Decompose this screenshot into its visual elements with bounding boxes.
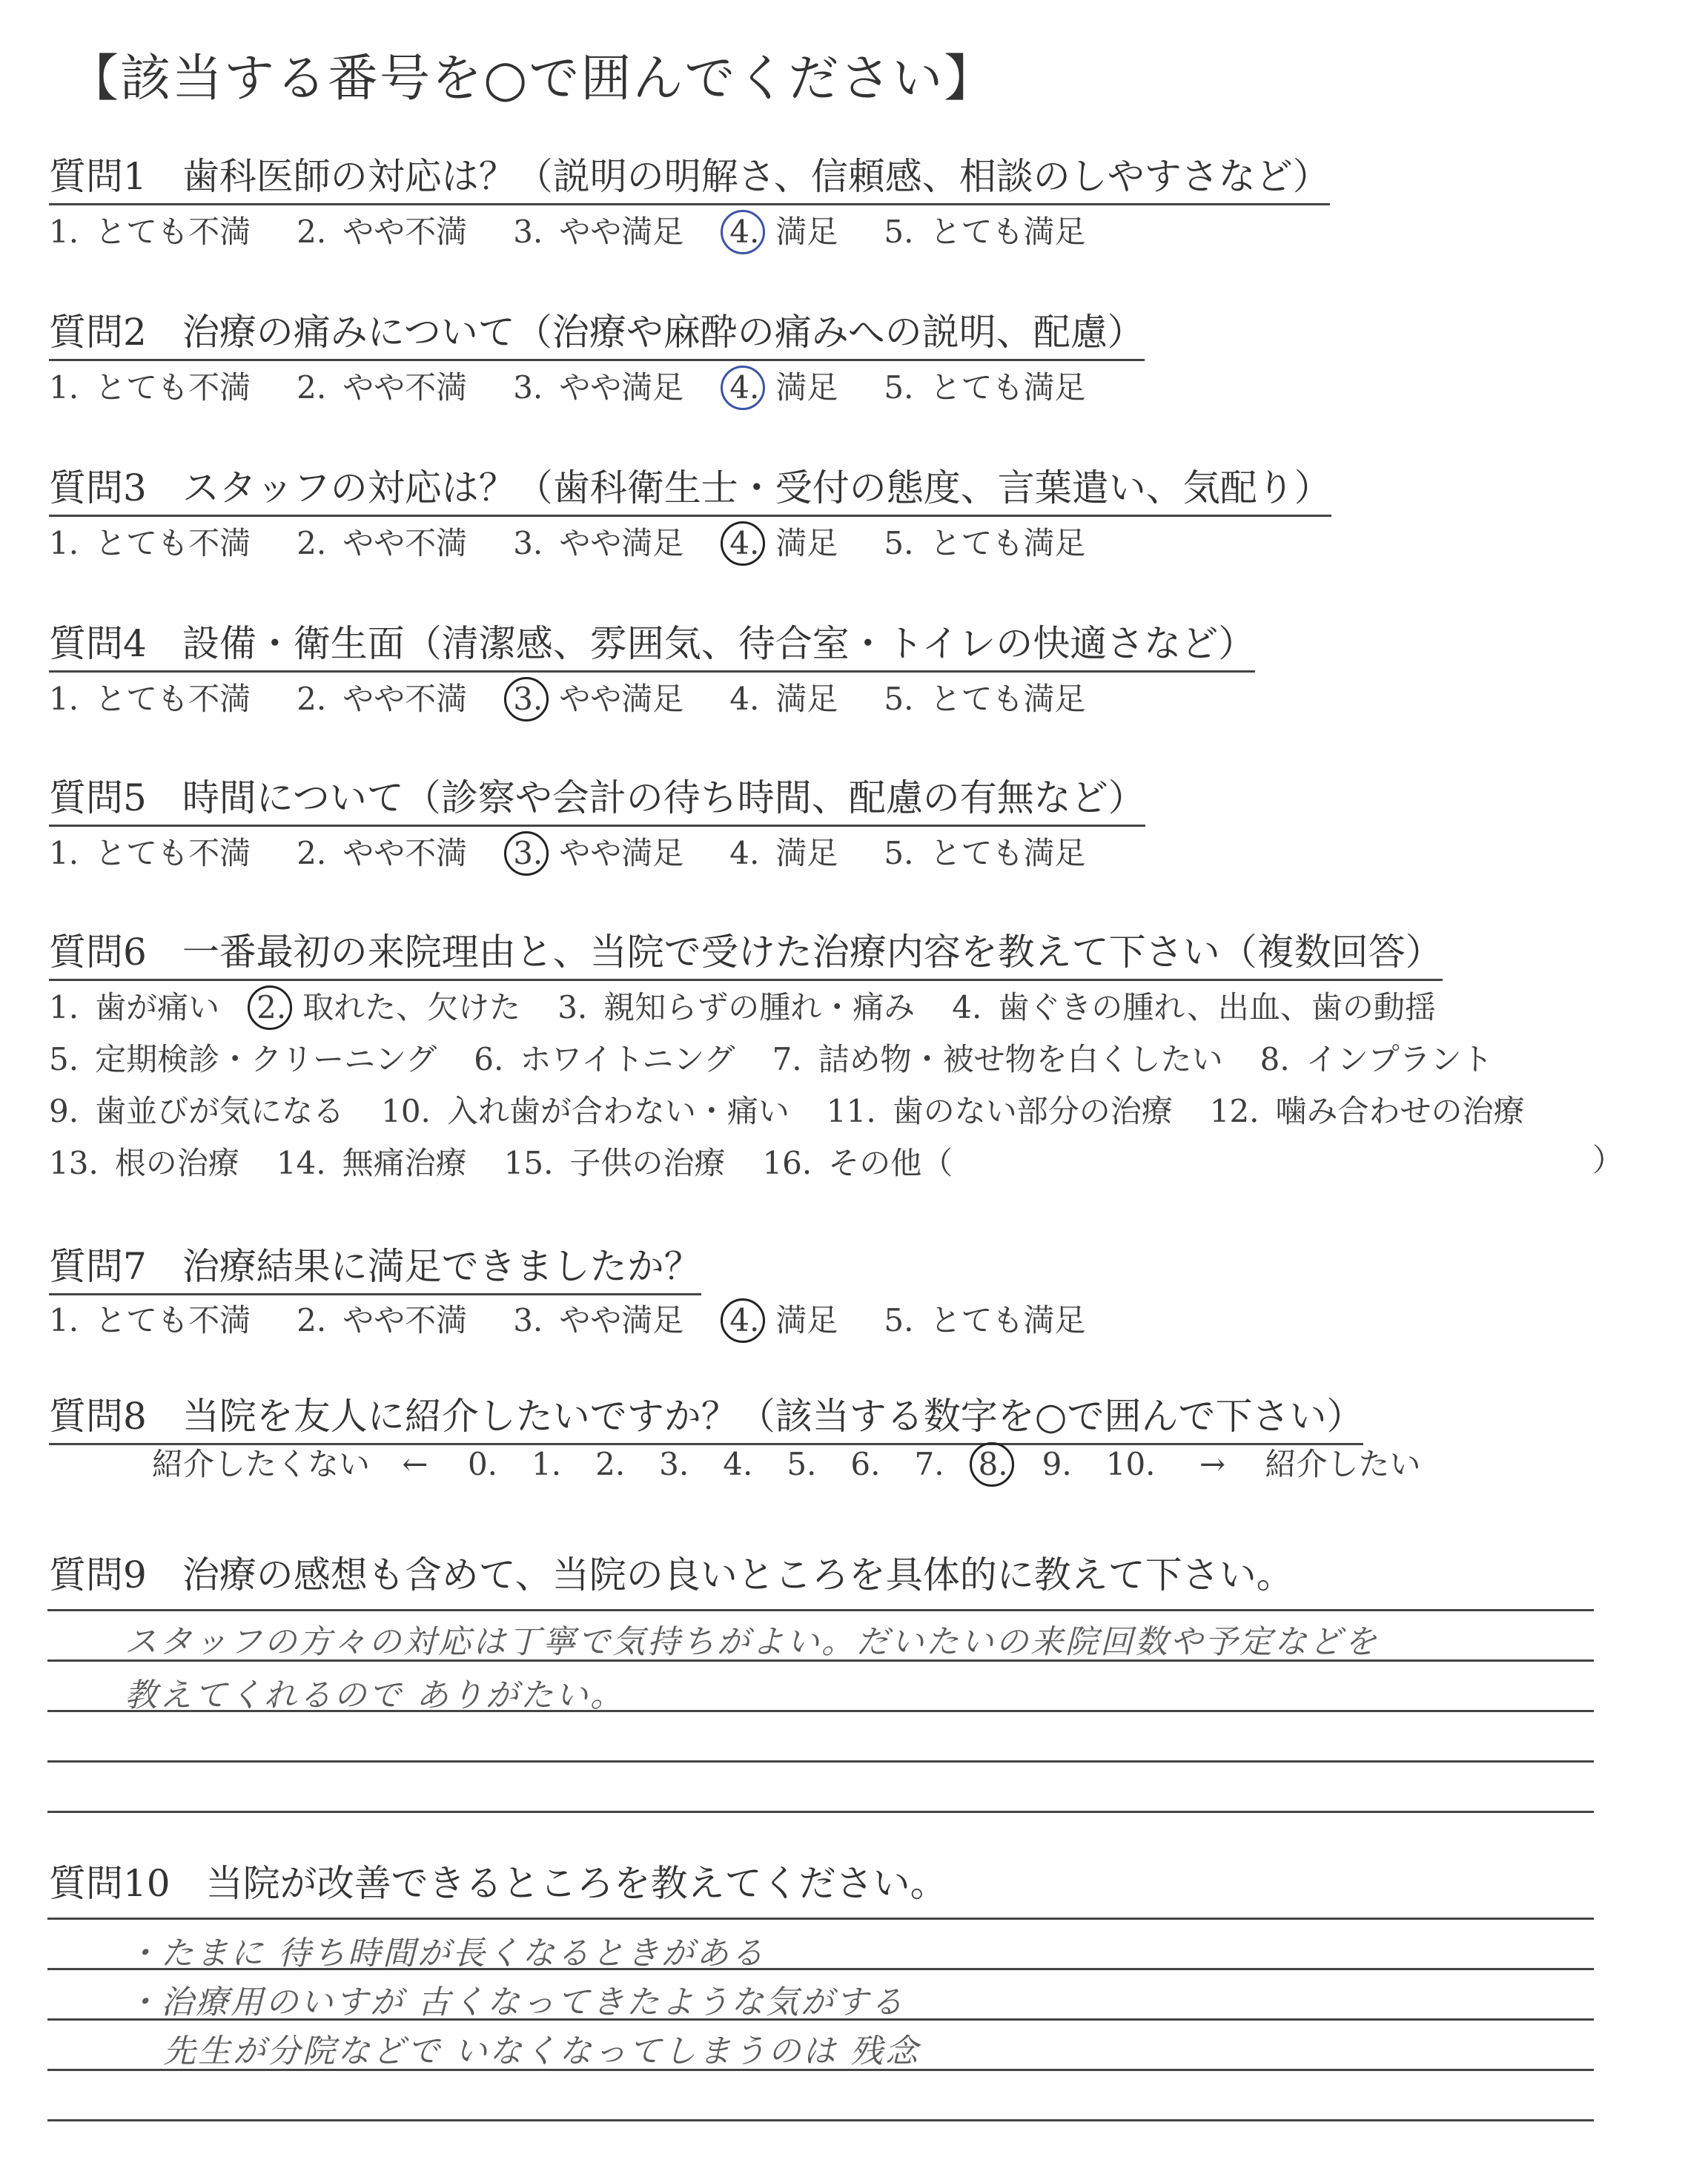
option-2[interactable] (297, 519, 513, 564)
option-label: とても満足 (930, 835, 1086, 871)
option-number: 14. (276, 1145, 326, 1181)
treatment-option-5[interactable] (49, 1035, 474, 1080)
option-label: やや満足 (559, 1302, 684, 1338)
option-2[interactable] (297, 208, 513, 252)
treatment-option-7[interactable] (772, 1035, 1260, 1080)
treatment-option-13[interactable] (49, 1139, 277, 1183)
question-number: 質問10 (49, 1862, 171, 1905)
treatment-option-16[interactable] (762, 1139, 990, 1183)
option-label: 歯ぐきの腫れ、出血、歯の動揺 (998, 989, 1436, 1025)
option-label: 入れ歯が合わない・痛い (446, 1093, 790, 1129)
option-number: 4. (729, 369, 760, 406)
question-8-heading (49, 1387, 1363, 1445)
option-number: 3. (513, 369, 543, 406)
option-number: 15. (503, 1145, 554, 1181)
option-4[interactable] (729, 363, 884, 408)
option-3[interactable] (513, 208, 729, 252)
option-number: 9. (49, 1093, 79, 1129)
question-text: 治療結果に満足できましたか？ (182, 1245, 701, 1288)
question-6-row-4 (49, 1139, 990, 1183)
treatment-option-3[interactable] (557, 983, 952, 1028)
question-number: 質問4 (49, 622, 147, 665)
option-2[interactable] (297, 1296, 513, 1341)
question-text: 当院が改善できるところを教えてください。 (205, 1862, 947, 1905)
question-text: 歯科医師の対応は？（説明の明解さ、信頼感、相談のしやすさなど） (182, 155, 1330, 198)
option-number: 1. (49, 525, 79, 561)
question-text: 当院を友人に紹介したいですか？（該当する数字を○で囲んで下さい） (182, 1395, 1364, 1438)
option-number: 1. (49, 214, 79, 250)
scale-value-5[interactable]: 5. (787, 1446, 817, 1482)
option-number: 2. (297, 835, 327, 871)
option-label: とても不満 (95, 525, 251, 561)
option-number: 3. (513, 214, 543, 250)
option-label: 親知らずの腫れ・痛み (603, 989, 916, 1025)
option-label: とても満足 (930, 681, 1086, 717)
treatment-option-12[interactable] (1210, 1087, 1562, 1132)
option-label: 歯が痛い (95, 989, 220, 1025)
option-5[interactable] (884, 675, 1131, 719)
option-label: とても不満 (95, 214, 251, 250)
option-label: 満足 (775, 835, 838, 871)
option-4[interactable] (729, 675, 884, 719)
option-label: やや満足 (559, 214, 684, 250)
option-4[interactable] (729, 519, 884, 564)
question-text: 一番最初の来院理由と、当院で受けた治療内容を教えて下さい（複数回答） (182, 931, 1443, 974)
option-number: 3. (513, 525, 543, 561)
question-3-heading (49, 458, 1331, 517)
option-label: とても不満 (95, 1302, 251, 1338)
scale-value-4[interactable]: 4. (723, 1446, 753, 1482)
question-9-heading (49, 1545, 1294, 1602)
option-number: 1. (49, 835, 79, 871)
option-number: 1. (49, 989, 79, 1025)
option-label: やや不満 (342, 835, 468, 871)
question-5-options (49, 829, 1131, 873)
option-number: 2. (297, 369, 327, 406)
question-6-row-3 (49, 1087, 1562, 1132)
option-number: 4. (729, 681, 760, 717)
option-label: とても満足 (930, 369, 1086, 406)
question-number: 質問7 (49, 1245, 147, 1288)
option-number: 1. (49, 681, 79, 717)
option-label: その他（ (828, 1145, 953, 1181)
question-5-heading (49, 768, 1145, 827)
option-label: とても不満 (95, 681, 251, 717)
option-label: とても不満 (95, 835, 251, 871)
answer-line (47, 1760, 1594, 1763)
option-number: 5. (884, 525, 914, 561)
question-number: 質問6 (49, 931, 147, 974)
question-number: 質問5 (49, 776, 147, 819)
option-label: 定期検診・クリーニング (95, 1041, 437, 1077)
scale-value-6[interactable]: 6. (850, 1446, 881, 1482)
handwritten-answer: ・治療用のいすが 古くなってきたような気がする (126, 1984, 905, 2021)
option-label: 歯並びが気になる (95, 1093, 345, 1129)
option-label: やや不満 (342, 369, 468, 406)
option-4[interactable] (729, 1296, 884, 1341)
question-1-heading (49, 147, 1330, 205)
option-1[interactable] (49, 829, 297, 873)
option-3[interactable] (513, 675, 729, 719)
option-number: 2. (297, 525, 327, 561)
option-number: 3. (557, 989, 588, 1025)
question-2-heading (49, 303, 1145, 361)
scale-value-9[interactable]: 9. (1042, 1446, 1072, 1482)
scale-value-1[interactable]: 1. (532, 1446, 562, 1482)
page-title: 【該当する番号を○で囲んでください】 (68, 50, 996, 108)
option-label: 満足 (775, 681, 838, 717)
option-number: 8. (1260, 1041, 1290, 1077)
option-number: 6. (474, 1041, 504, 1077)
handwritten-answer: スタッフの方々の対応は丁寧で気持ちがよい。だいたいの来院回数や予定などを (125, 1623, 1379, 1661)
scale-value-7[interactable]: 7. (914, 1446, 944, 1482)
option-3[interactable] (513, 363, 729, 408)
option-number: 12. (1209, 1093, 1260, 1129)
question-1-options (49, 208, 1131, 252)
option-number: 4. (729, 214, 760, 250)
treatment-option-2[interactable] (256, 983, 557, 1028)
recommend-scale (152, 1440, 1420, 1484)
option-number: 4. (729, 835, 760, 871)
option-label: ホワイトニング (520, 1041, 735, 1077)
question-7-options (49, 1296, 1131, 1341)
option-1[interactable] (49, 675, 297, 719)
option-1[interactable] (49, 519, 297, 564)
option-label: とても不満 (95, 369, 251, 406)
option-3[interactable] (513, 1296, 729, 1341)
option-label: 根の治療 (114, 1145, 239, 1181)
option-3[interactable] (513, 519, 729, 564)
treatment-option-10[interactable] (381, 1087, 827, 1132)
option-number: 1. (49, 1302, 79, 1338)
option-number: 10. (381, 1093, 431, 1129)
question-10-heading (49, 1854, 947, 1910)
option-label: やや満足 (559, 835, 684, 871)
option-number: 4. (952, 989, 982, 1025)
option-label: 無痛治療 (342, 1145, 467, 1181)
option-number: 5. (884, 1302, 914, 1338)
treatment-option-14[interactable] (277, 1139, 504, 1183)
question-number: 質問9 (49, 1553, 147, 1596)
option-label: やや不満 (342, 681, 468, 717)
option-label: 満足 (775, 214, 838, 250)
option-label: やや満足 (559, 369, 684, 406)
left-arrow-icon: ← (402, 1446, 428, 1482)
option-3[interactable] (513, 829, 729, 873)
question-6-row-2 (49, 1035, 1530, 1080)
scale-left-label: 紹介したくない (152, 1446, 371, 1482)
option-number: 11. (826, 1093, 876, 1129)
other-close-paren: ） (1592, 1142, 1624, 1178)
option-label: 歯のない部分の治療 (892, 1093, 1173, 1129)
option-5[interactable] (884, 519, 1131, 564)
question-text: 設備・衛生面（清潔感、雰囲気、待合室・トイレの快適さなど） (182, 622, 1256, 665)
option-label: 噛み合わせの治療 (1275, 1093, 1525, 1129)
answer-line (47, 2119, 1594, 2121)
option-label: 満足 (775, 525, 838, 561)
option-5[interactable] (884, 1296, 1131, 1341)
option-4[interactable] (729, 208, 884, 252)
question-text: 治療の痛みについて（治療や麻酔の痛みへの説明、配慮） (182, 311, 1145, 354)
question-7-heading (49, 1237, 701, 1295)
option-number: 2. (297, 214, 327, 250)
question-number: 質問2 (49, 311, 147, 354)
treatment-option-4[interactable] (952, 983, 1473, 1028)
option-number: 3. (513, 1302, 543, 1338)
option-number: 4. (729, 525, 760, 561)
question-3-options (49, 519, 1131, 564)
scale-value-8[interactable]: 8. (978, 1446, 1008, 1482)
option-number: 2. (297, 1302, 327, 1338)
option-number: 4. (729, 1302, 760, 1338)
question-text: 時間について（診察や会計の待ち時間、配慮の有無など） (182, 776, 1145, 819)
option-5[interactable] (884, 363, 1131, 408)
option-1[interactable] (49, 363, 297, 408)
option-number: 5. (884, 681, 914, 717)
option-label: 満足 (775, 369, 838, 406)
option-1[interactable] (49, 208, 297, 252)
question-number: 質問8 (49, 1395, 147, 1438)
treatment-option-11[interactable] (827, 1087, 1210, 1132)
option-2[interactable] (297, 675, 513, 719)
option-number: 13. (49, 1145, 99, 1181)
question-number: 質問3 (49, 466, 147, 509)
question-text: 治療の感想も含めて、当院の良いところを具体的に教えて下さい。 (182, 1553, 1294, 1596)
option-4[interactable] (729, 829, 884, 873)
option-number: 5. (884, 835, 914, 871)
option-label: 子供の治療 (569, 1145, 726, 1181)
handwritten-answer: 教えてくれるので ありがたい。 (125, 1677, 625, 1714)
scale-right-label: 紹介したい (1265, 1446, 1421, 1482)
treatment-option-15[interactable] (504, 1139, 763, 1183)
question-number: 質問1 (49, 155, 147, 198)
answer-line (47, 1918, 1594, 1920)
option-2[interactable] (297, 363, 513, 408)
handwritten-answer: ・たまに 待ち時間が長くなるときがある (126, 1935, 766, 1972)
option-label: やや不満 (342, 1302, 468, 1338)
option-number: 2. (256, 989, 287, 1025)
option-number: 5. (49, 1041, 79, 1077)
option-label: とても満足 (930, 1302, 1086, 1338)
option-2[interactable] (297, 829, 513, 873)
option-number: 16. (762, 1145, 812, 1181)
option-label: 取れた、欠けた (302, 989, 521, 1025)
question-6-heading (49, 922, 1443, 981)
answer-line (47, 1609, 1594, 1611)
treatment-option-8[interactable] (1260, 1035, 1530, 1080)
question-6-row-1 (49, 983, 1473, 1028)
scale-value-10[interactable]: 10. (1105, 1446, 1156, 1482)
question-text: スタッフの対応は？（歯科衛生士・受付の態度、言葉遣い、気配り） (182, 466, 1331, 509)
answer-line (47, 1811, 1594, 1813)
treatment-option-1[interactable] (49, 983, 256, 1028)
option-label: 満足 (775, 1302, 838, 1338)
option-label: 詰め物・被せ物を白くしたい (818, 1041, 1223, 1077)
treatment-option-9[interactable] (49, 1087, 381, 1132)
option-label: やや不満 (342, 214, 468, 250)
option-number: 5. (884, 214, 914, 250)
treatment-option-6[interactable] (474, 1035, 772, 1080)
option-5[interactable] (884, 829, 1131, 873)
option-number: 5. (884, 369, 914, 406)
right-arrow-icon: → (1199, 1446, 1226, 1482)
scale-value-2[interactable]: 2. (595, 1446, 626, 1482)
handwritten-answer: 先生が分院などで いなくなってしまうのは 残念 (163, 2032, 920, 2070)
option-label: やや満足 (559, 525, 684, 561)
question-2-options (49, 363, 1131, 408)
scale-value-3[interactable]: 3. (659, 1446, 689, 1482)
option-number: 3. (513, 835, 543, 871)
option-5[interactable] (884, 208, 1131, 252)
option-label: とても満足 (930, 525, 1086, 561)
option-label: やや不満 (342, 525, 468, 561)
option-number: 2. (297, 681, 327, 717)
option-label: とても満足 (930, 214, 1086, 250)
question-4-options (49, 675, 1131, 719)
scale-ticks (468, 1446, 1190, 1482)
option-number: 7. (772, 1041, 802, 1077)
option-number: 1. (49, 369, 79, 406)
option-label: やや満足 (559, 681, 684, 717)
option-number: 3. (513, 681, 543, 717)
option-1[interactable] (49, 1296, 297, 1341)
question-4-heading (49, 614, 1255, 673)
scale-value-0[interactable]: 0. (467, 1446, 498, 1482)
option-label: インプラント (1305, 1041, 1493, 1077)
